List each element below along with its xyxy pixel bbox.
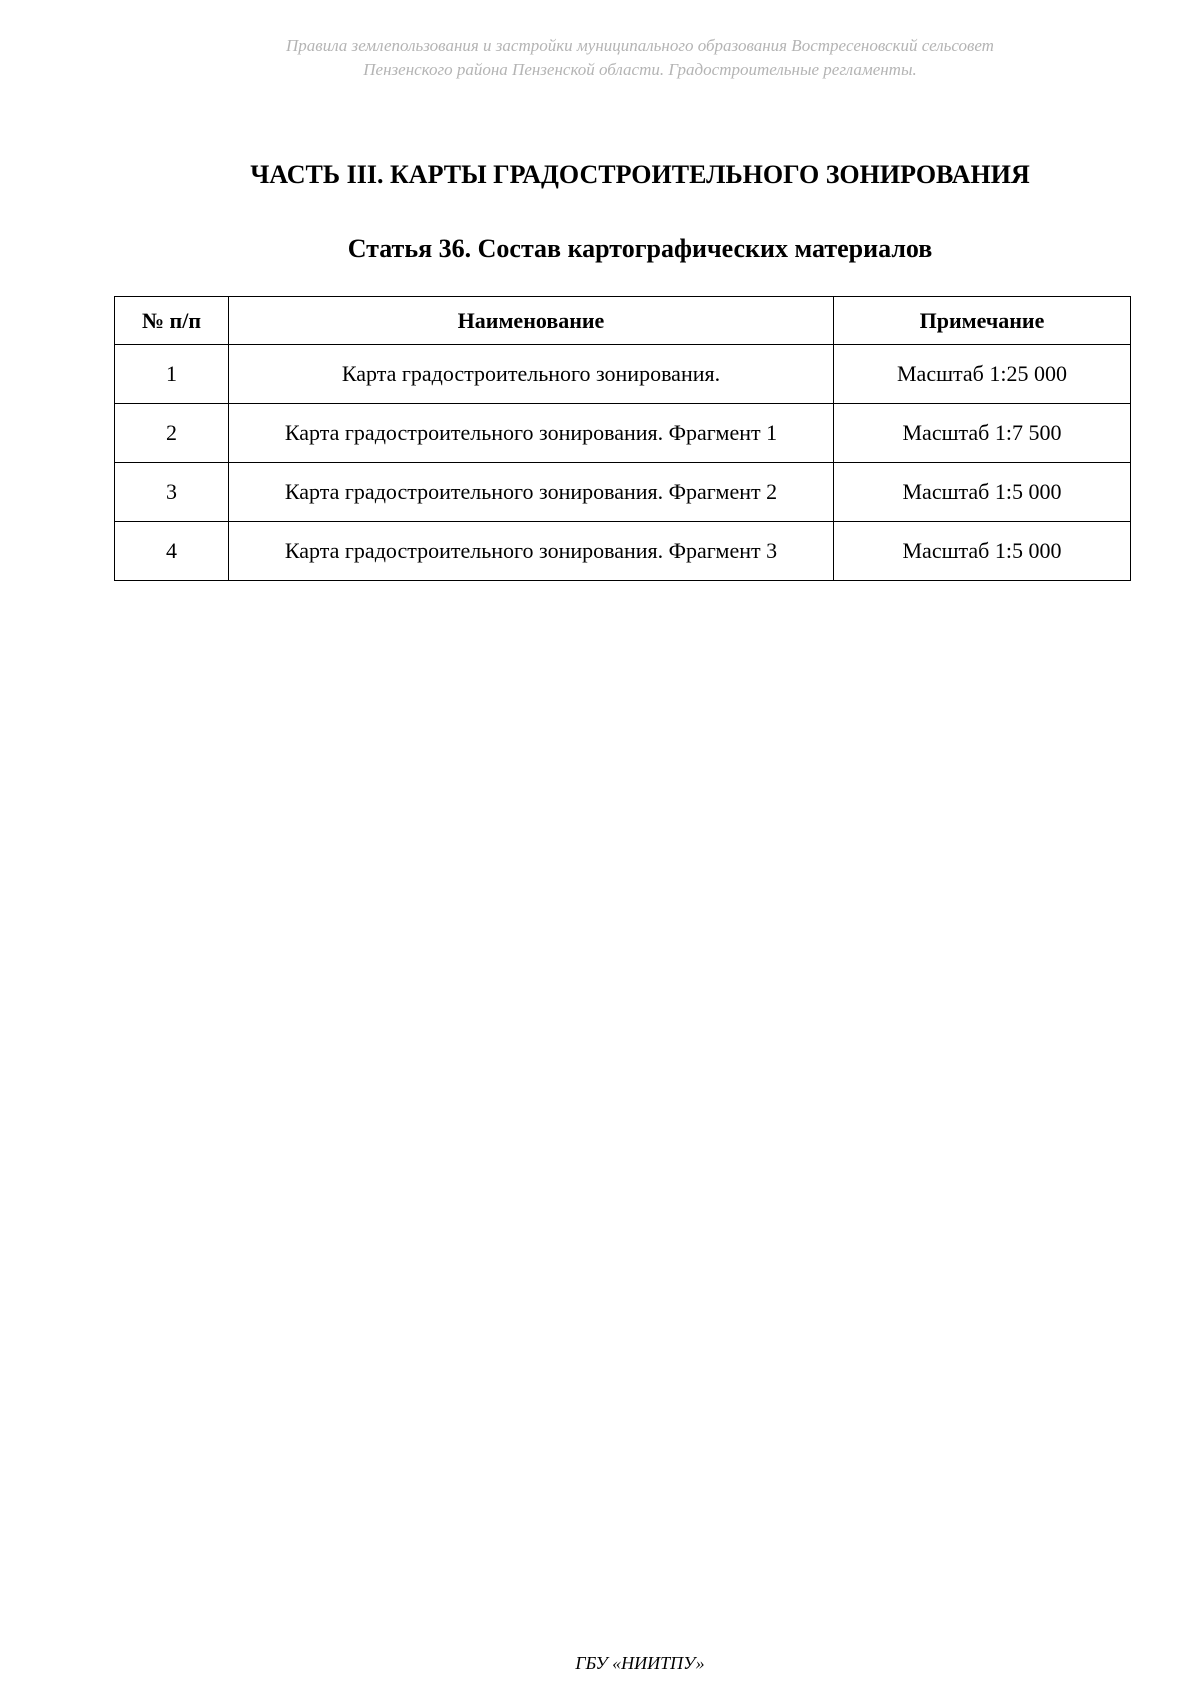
column-header-number: № п/п — [115, 297, 229, 345]
table-row — [115, 463, 1131, 522]
row-note: Масштаб 1:5 000 — [834, 463, 1131, 522]
running-header-line-1: Правила землепользования и застройки муниципального образования Вострeсеновский сельсовет — [286, 36, 994, 55]
running-header — [120, 34, 1160, 82]
row-number: 2 — [115, 404, 229, 463]
row-number: 4 — [115, 522, 229, 581]
row-name: Карта градостроительного зонирования. Фрагмент 1 — [229, 404, 834, 463]
table-row — [115, 404, 1131, 463]
row-name: Карта градостроительного зонирования. Фрагмент 3 — [229, 522, 834, 581]
row-number: 3 — [115, 463, 229, 522]
table-row — [115, 345, 1131, 404]
part-title: ЧАСТЬ III. КАРТЫ ГРАДОСТРОИТЕЛЬНОГО ЗОНИРОВАНИЯ — [250, 160, 1030, 189]
article-title: Статья 36. Состав картографических материалов — [347, 234, 933, 263]
page-footer: ГБУ «НИИТПУ» — [575, 1653, 705, 1673]
table-row — [115, 522, 1131, 581]
row-name: Карта градостроительного зонирования. Фрагмент 2 — [229, 463, 834, 522]
materials-table — [114, 296, 1131, 581]
row-note: Масштаб 1:25 000 — [834, 345, 1131, 404]
row-name: Карта градостроительного зонирования. — [229, 345, 834, 404]
column-header-note: Примечание — [834, 297, 1131, 345]
row-note: Масштаб 1:5 000 — [834, 522, 1131, 581]
row-number: 1 — [115, 345, 229, 404]
row-note: Масштаб 1:7 500 — [834, 404, 1131, 463]
running-header-line-2: Пензенского района Пензенской области. Градостроительные регламенты. — [363, 60, 917, 79]
column-header-name: Наименование — [229, 297, 834, 345]
table-header-row — [115, 297, 1131, 345]
